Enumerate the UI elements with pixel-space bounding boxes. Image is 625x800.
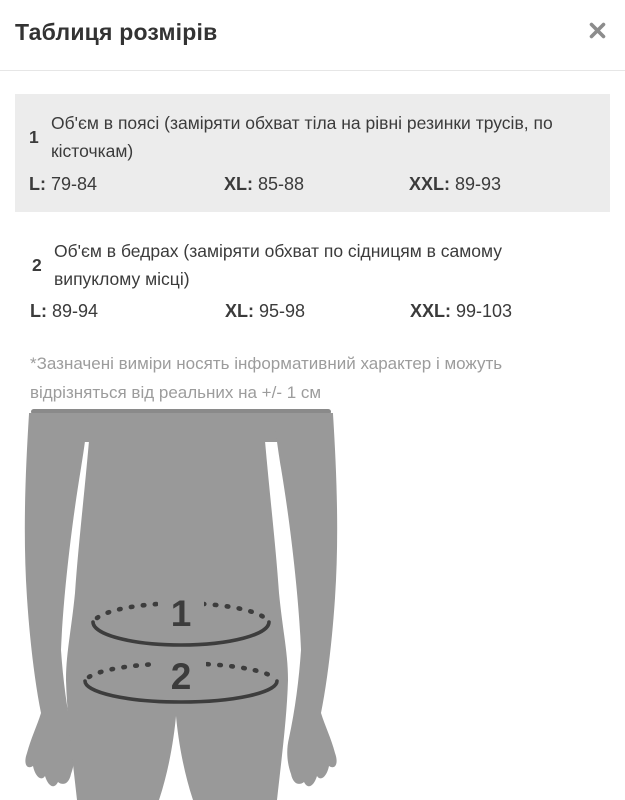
size-label: XXL:	[409, 174, 451, 194]
size-label: L:	[30, 301, 47, 321]
size-cell-xxl	[409, 174, 596, 195]
size-cell-xxl	[410, 301, 610, 322]
size-cell-l	[30, 301, 225, 322]
size-label: XL:	[224, 174, 253, 194]
modal-content	[0, 94, 625, 800]
close-button[interactable]	[587, 16, 608, 45]
size-value: 95-98	[259, 301, 306, 321]
close-icon	[589, 27, 606, 42]
size-label: XXL:	[410, 301, 452, 321]
size-value: 89-93	[455, 174, 502, 194]
waist-marker-label: 1	[170, 593, 192, 634]
sizes-row	[29, 174, 596, 195]
size-label: XL:	[225, 301, 254, 321]
size-cell-l	[29, 174, 224, 195]
disclaimer-note: *Зазначені виміри носять інформативний характер і можуть відрізняться від реальних на +/- 1 см	[30, 354, 503, 402]
size-value: 99-103	[456, 301, 513, 321]
size-section-hips	[15, 237, 610, 322]
size-cell-xl	[224, 174, 409, 195]
sizes-row	[15, 301, 610, 322]
section-description: Об'єм в поясі (заміряти обхват тіла на рівні резинки трусів, по кісточкам)	[51, 113, 553, 161]
hips-marker-label: 2	[170, 656, 192, 697]
size-value: 89-94	[52, 301, 99, 321]
section-number: 1	[29, 126, 39, 147]
description-row	[15, 237, 610, 293]
size-value: 85-88	[258, 174, 305, 194]
description-row	[29, 109, 596, 165]
size-value: 79-84	[51, 174, 98, 194]
size-label: L:	[29, 174, 46, 194]
body-silhouette-image	[21, 408, 341, 800]
modal-header	[0, 0, 625, 71]
modal-title: Таблиця розмірів	[15, 19, 218, 45]
size-section-waist	[15, 94, 610, 212]
size-cell-xl	[225, 301, 410, 322]
section-number: 2	[32, 254, 42, 275]
section-description: Об'єм в бедрах (заміряти обхват по сідницям в самому випуклому місці)	[54, 241, 502, 289]
measurement-figure	[21, 408, 341, 800]
